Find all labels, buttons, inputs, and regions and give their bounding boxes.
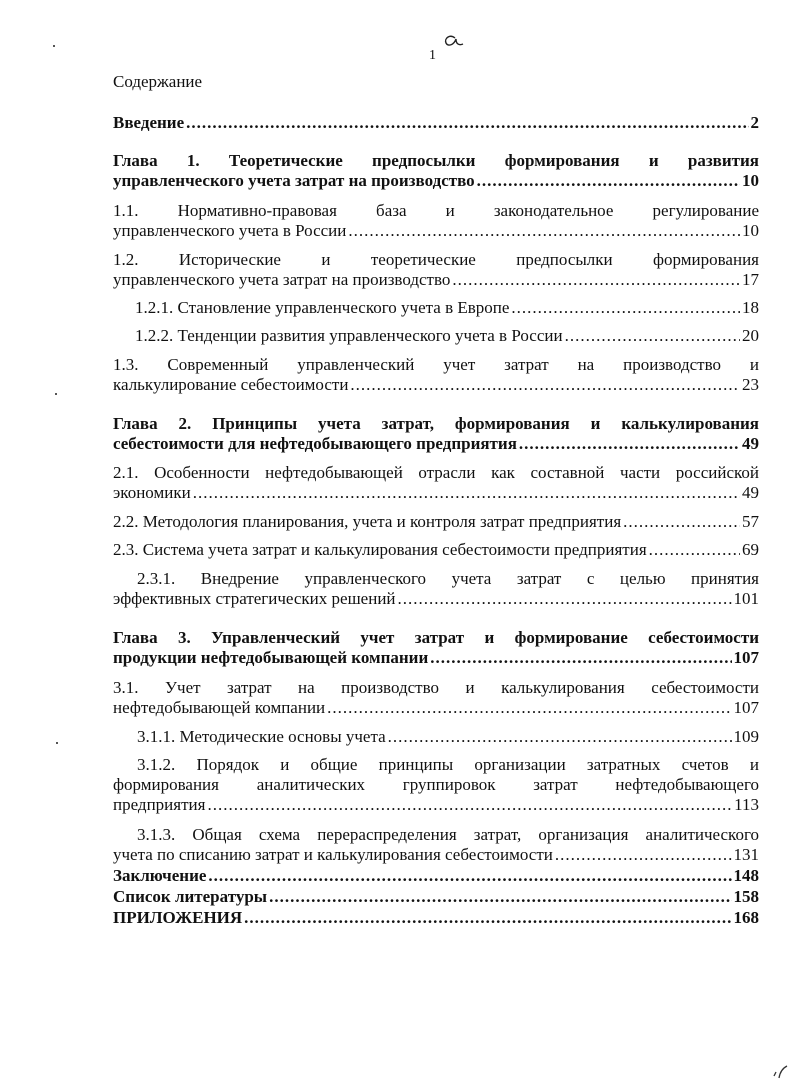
entry-text: 1.2.2. Тенденции развития управленческого учета в России	[135, 326, 563, 345]
toc-entry-3-1[interactable]	[113, 678, 759, 718]
entry-text: Заключение	[113, 866, 207, 885]
page-ref: 69	[742, 540, 759, 559]
margin-speck	[56, 742, 58, 744]
page-ref: 131	[733, 845, 759, 864]
margin-speck	[55, 393, 57, 395]
entry-text: Глава 3. Управленческий учет затрат и формирование себестоимости	[113, 628, 759, 647]
entry-text: ПРИЛОЖЕНИЯ	[113, 908, 243, 927]
entry-text: 3.1. Учет затрат на производство и калькулирования себестоимости	[113, 678, 759, 697]
page-ref: 49	[742, 434, 759, 453]
dot-leader	[388, 727, 732, 747]
entry-text: 2.1. Особенности нефтедобывающей отрасли как составной части российской	[113, 463, 759, 482]
page-ref: 23	[742, 375, 759, 394]
entry-text: 3.1.2. Порядок и общие принципы организации затратных счетов и	[137, 755, 759, 774]
page-ref: 17	[742, 270, 759, 289]
dot-leader	[555, 845, 732, 865]
page-ref: 18	[742, 298, 759, 317]
page-ref: 107	[733, 648, 759, 667]
entry-text: предприятия	[113, 795, 206, 814]
toc-title: Содержание	[113, 72, 203, 91]
dot-leader	[398, 589, 732, 609]
page-ref: 109	[733, 727, 759, 746]
toc-entry-chapter-3[interactable]	[113, 628, 759, 668]
toc-entry-1-2-2[interactable]	[113, 326, 759, 346]
toc-entry-1-1[interactable]	[113, 201, 759, 241]
entry-text: учета по списанию затрат и калькулирования себестоимости	[113, 845, 553, 864]
page-ref: 10	[742, 221, 759, 240]
toc-entry-2-1[interactable]	[113, 463, 759, 503]
toc-entry-3-1-3[interactable]	[113, 825, 759, 865]
page-ref: 107	[733, 698, 759, 717]
entry-text: 1.2. Исторические и теоретические предпосылки формирования	[113, 250, 759, 269]
entry-text: эффективных стратегических решений	[113, 589, 396, 608]
dot-leader	[244, 908, 731, 928]
entry-text: 1.1. Нормативно-правовая база и законодательное регулирование	[113, 201, 759, 220]
corner-mark	[770, 1058, 792, 1080]
entry-text: формирования аналитических группировок затрат нефтедобывающего	[113, 775, 759, 794]
toc-entry-3-1-2[interactable]	[113, 755, 759, 815]
dot-leader	[649, 540, 740, 560]
entry-text: 3.1.1. Методические основы учета	[137, 727, 386, 746]
dot-leader	[348, 221, 740, 241]
entry-text: Глава 1. Теоретические предпосылки формирования и развития	[113, 151, 759, 170]
toc-entry-introduction[interactable]	[113, 113, 759, 133]
page-ref: 49	[742, 483, 759, 502]
toc-entry-appendices[interactable]	[113, 908, 759, 928]
entry-text: продукции нефтедобывающей компании	[113, 648, 429, 667]
page-ref: 20	[742, 326, 759, 345]
page-ref: 10	[742, 171, 759, 190]
page-ref: 168	[733, 908, 759, 927]
dot-leader	[208, 866, 731, 886]
toc-entry-2-3-1[interactable]	[113, 569, 759, 609]
entry-text: 3.1.3. Общая схема перераспределения затрат, организация аналитического	[137, 825, 759, 844]
entry-text: 2.3.1. Внедрение управленческого учета затрат с целью принятия	[137, 569, 759, 588]
toc-entry-1-3[interactable]	[113, 355, 759, 395]
handwritten-mark	[441, 28, 471, 52]
toc-entry-conclusion[interactable]	[113, 866, 759, 886]
page-ref: 158	[733, 887, 759, 906]
entry-text: 2.3. Система учета затрат и калькулирования себестоимости предприятия	[113, 540, 647, 559]
entry-text: 1.2.1. Становление управленческого учета в Европе	[135, 298, 510, 317]
entry-text: управленческого учета затрат на производство	[113, 171, 475, 190]
toc-entry-3-1-1[interactable]	[113, 727, 759, 747]
dot-leader	[511, 298, 740, 318]
entry-text: экономики	[113, 483, 191, 502]
dot-leader	[327, 698, 731, 718]
page-number: 1	[429, 48, 436, 63]
dot-leader	[477, 171, 740, 191]
entry-text: себестоимости для нефтедобывающего предприятия	[113, 434, 517, 453]
entry-text: Введение	[113, 113, 185, 132]
entry-text: управленческого учета затрат на производство	[113, 270, 451, 289]
dot-leader	[430, 648, 731, 668]
toc-entry-chapter-2[interactable]	[113, 414, 759, 454]
dot-leader	[519, 434, 740, 454]
dot-leader	[565, 326, 740, 346]
page-ref: 101	[733, 589, 759, 608]
page-ref: 2	[750, 113, 759, 132]
dot-leader	[269, 887, 731, 907]
page-ref: 57	[742, 512, 759, 531]
toc-entry-1-2[interactable]	[113, 250, 759, 290]
dot-leader	[623, 512, 740, 532]
entry-text: Список литературы	[113, 887, 268, 906]
entry-text: калькулирование себестоимости	[113, 375, 349, 394]
entry-text: 1.3. Современный управленческий учет затрат на производство и	[113, 355, 759, 374]
dot-leader	[350, 375, 740, 395]
page-ref: 113	[734, 795, 759, 814]
dot-leader	[452, 270, 740, 290]
entry-text: нефтедобывающей компании	[113, 698, 326, 717]
dot-leader	[193, 483, 740, 503]
toc-entry-chapter-1[interactable]	[113, 151, 759, 191]
entry-text: управленческого учета в России	[113, 221, 347, 240]
toc-entry-2-3[interactable]	[113, 540, 759, 560]
toc-entry-2-2[interactable]	[113, 512, 759, 532]
page-ref: 148	[733, 866, 759, 885]
toc-entry-bibliography[interactable]	[113, 887, 759, 907]
entry-text: 2.2. Методология планирования, учета и контроля затрат предприятия	[113, 512, 622, 531]
dot-leader	[207, 795, 732, 815]
margin-speck	[53, 45, 55, 47]
toc-entry-1-2-1[interactable]	[113, 298, 759, 318]
dot-leader	[186, 113, 748, 133]
entry-text: Глава 2. Принципы учета затрат, формирования и калькулирования	[113, 414, 759, 433]
